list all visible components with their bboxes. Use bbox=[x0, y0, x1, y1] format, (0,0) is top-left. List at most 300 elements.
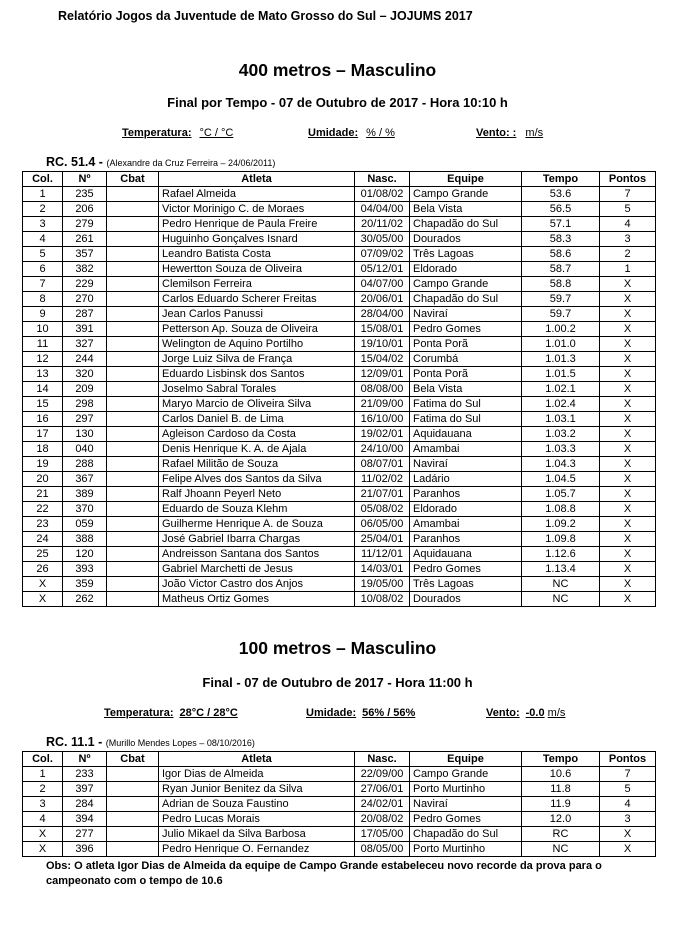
cell-points: X bbox=[600, 382, 656, 397]
cell-points: 5 bbox=[600, 202, 656, 217]
table-row bbox=[23, 812, 656, 827]
cell-cbat bbox=[107, 307, 159, 322]
cell-cbat bbox=[107, 337, 159, 352]
table-row bbox=[23, 262, 656, 277]
cell-birth: 28/04/00 bbox=[355, 307, 410, 322]
temperature-value: °C / °C bbox=[199, 127, 234, 139]
cell-number: 393 bbox=[63, 562, 107, 577]
table-row bbox=[23, 232, 656, 247]
cell-birth: 20/06/01 bbox=[355, 292, 410, 307]
cell-birth: 08/05/00 bbox=[355, 842, 410, 857]
cell-cbat bbox=[107, 322, 159, 337]
cell-col: 11 bbox=[23, 337, 63, 352]
cell-cbat bbox=[107, 382, 159, 397]
cell-cbat bbox=[107, 232, 159, 247]
cell-col: 10 bbox=[23, 322, 63, 337]
cell-points: X bbox=[600, 457, 656, 472]
wind-value: -0.0 bbox=[525, 707, 545, 719]
cell-col: 21 bbox=[23, 487, 63, 502]
cell-birth: 20/11/02 bbox=[355, 217, 410, 232]
temperature-label: Temperatura: bbox=[122, 127, 192, 139]
column-header-birth: Nasc. bbox=[355, 752, 410, 767]
cell-col: 1 bbox=[23, 187, 63, 202]
cell-cbat bbox=[107, 442, 159, 457]
cell-time: 59.7 bbox=[522, 307, 600, 322]
cell-points: X bbox=[600, 397, 656, 412]
table-row bbox=[23, 502, 656, 517]
cell-athlete: Agleison Cardoso da Costa bbox=[159, 427, 355, 442]
cell-col: 22 bbox=[23, 502, 63, 517]
cell-team: Aquidauana bbox=[410, 427, 522, 442]
column-header-birth: Nasc. bbox=[355, 172, 410, 187]
cell-birth: 21/09/00 bbox=[355, 397, 410, 412]
event-400m-subtitle: Final por Tempo - 07 de Outubro de 2017 - Hora 10:10 h bbox=[167, 95, 508, 110]
cell-cbat bbox=[107, 412, 159, 427]
cell-athlete: Maryo Marcio de Oliveira Silva bbox=[159, 397, 355, 412]
cell-points: X bbox=[600, 367, 656, 382]
cell-number: 262 bbox=[63, 592, 107, 607]
cell-points: X bbox=[600, 577, 656, 592]
cell-cbat bbox=[107, 367, 159, 382]
cell-birth: 11/12/01 bbox=[355, 547, 410, 562]
cell-team: Aquidauana bbox=[410, 547, 522, 562]
cell-team: Amambai bbox=[410, 442, 522, 457]
cell-points: X bbox=[600, 427, 656, 442]
table-row bbox=[23, 547, 656, 562]
cell-col: X bbox=[23, 827, 63, 842]
cell-col: 24 bbox=[23, 532, 63, 547]
cell-time: 11.9 bbox=[522, 797, 600, 812]
cell-cbat bbox=[107, 187, 159, 202]
column-header-athlete: Atleta bbox=[159, 172, 355, 187]
table-row bbox=[23, 187, 656, 202]
cell-athlete: Matheus Ortiz Gomes bbox=[159, 592, 355, 607]
cell-cbat bbox=[107, 292, 159, 307]
cell-birth: 01/08/02 bbox=[355, 187, 410, 202]
cell-team: Pedro Gomes bbox=[410, 562, 522, 577]
cell-points: X bbox=[600, 472, 656, 487]
cell-birth: 24/10/00 bbox=[355, 442, 410, 457]
cell-points: 7 bbox=[600, 767, 656, 782]
cell-number: 388 bbox=[63, 532, 107, 547]
cell-points: 3 bbox=[600, 232, 656, 247]
cell-col: 7 bbox=[23, 277, 63, 292]
cell-col: 9 bbox=[23, 307, 63, 322]
table-row bbox=[23, 352, 656, 367]
cell-points: X bbox=[600, 502, 656, 517]
observation-note: Obs: O atleta Igor Dias de Almeida da equipe de Campo Grande estabeleceu novo recorde da prova para o campeonato com o tempo de 10.6 bbox=[46, 860, 602, 887]
cell-team: Dourados bbox=[410, 232, 522, 247]
table-body bbox=[23, 187, 656, 607]
cell-athlete: Joselmo Sabral Torales bbox=[159, 382, 355, 397]
table-row bbox=[23, 322, 656, 337]
cell-col: 12 bbox=[23, 352, 63, 367]
temperature-label: Temperatura: bbox=[104, 707, 174, 719]
cell-time: 1.09.2 bbox=[522, 517, 600, 532]
cell-team: Campo Grande bbox=[410, 187, 522, 202]
cell-number: 229 bbox=[63, 277, 107, 292]
cell-number: 284 bbox=[63, 797, 107, 812]
table-row bbox=[23, 247, 656, 262]
temperature-value: 28°C / 28°C bbox=[179, 707, 238, 719]
cell-points: X bbox=[600, 442, 656, 457]
wind-value bbox=[516, 127, 522, 139]
cell-cbat bbox=[107, 577, 159, 592]
cell-cbat bbox=[107, 247, 159, 262]
cell-time: 1.03.1 bbox=[522, 412, 600, 427]
cell-col: 23 bbox=[23, 517, 63, 532]
column-header-number: Nº bbox=[63, 172, 107, 187]
cell-team: Amambai bbox=[410, 517, 522, 532]
cell-team: Paranhos bbox=[410, 532, 522, 547]
column-header-points: Pontos bbox=[600, 752, 656, 767]
cell-team: Bela Vista bbox=[410, 382, 522, 397]
cell-athlete: Adrian de Souza Faustino bbox=[159, 797, 355, 812]
table-row bbox=[23, 442, 656, 457]
cell-points: 2 bbox=[600, 247, 656, 262]
cell-athlete: Ralf Jhoann Peyerl Neto bbox=[159, 487, 355, 502]
cell-time: 59.7 bbox=[522, 292, 600, 307]
event-400m-title: 400 metros – Masculino bbox=[238, 60, 437, 80]
cell-birth: 17/05/00 bbox=[355, 827, 410, 842]
cell-col: 5 bbox=[23, 247, 63, 262]
cell-number: 059 bbox=[63, 517, 107, 532]
cell-number: 270 bbox=[63, 292, 107, 307]
cell-number: 287 bbox=[63, 307, 107, 322]
cell-points: X bbox=[600, 532, 656, 547]
table-row bbox=[23, 472, 656, 487]
event-400m-results-table bbox=[22, 171, 656, 607]
cell-team: Paranhos bbox=[410, 487, 522, 502]
wind-unit: m/s bbox=[525, 127, 544, 139]
cell-number: 261 bbox=[63, 232, 107, 247]
table-row bbox=[23, 487, 656, 502]
cell-points: 7 bbox=[600, 187, 656, 202]
cell-team: Fatima do Sul bbox=[410, 397, 522, 412]
cell-number: 277 bbox=[63, 827, 107, 842]
cell-number: 320 bbox=[63, 367, 107, 382]
cell-number: 233 bbox=[63, 767, 107, 782]
cell-team: Ladário bbox=[410, 472, 522, 487]
cell-cbat bbox=[107, 457, 159, 472]
cell-birth: 30/05/00 bbox=[355, 232, 410, 247]
cell-team: Ponta Porã bbox=[410, 367, 522, 382]
cell-cbat bbox=[107, 592, 159, 607]
cell-col: X bbox=[23, 842, 63, 857]
cell-birth: 07/09/02 bbox=[355, 247, 410, 262]
cell-time: 1.13.4 bbox=[522, 562, 600, 577]
wind-label: Vento: : bbox=[476, 127, 517, 139]
cell-athlete: Denis Henrique K. A. de Ajala bbox=[159, 442, 355, 457]
cell-time: 1.01.3 bbox=[522, 352, 600, 367]
cell-birth: 19/05/00 bbox=[355, 577, 410, 592]
cell-athlete: Eduardo Lisbinsk dos Santos bbox=[159, 367, 355, 382]
cell-athlete: Jorge Luiz Silva de França bbox=[159, 352, 355, 367]
cell-athlete: Huguinho Gonçalves Isnard bbox=[159, 232, 355, 247]
cell-time: 57.1 bbox=[522, 217, 600, 232]
cell-team: Ponta Porã bbox=[410, 337, 522, 352]
column-header-team: Equipe bbox=[410, 172, 522, 187]
table-row bbox=[23, 592, 656, 607]
cell-time: 56.5 bbox=[522, 202, 600, 217]
table-row bbox=[23, 767, 656, 782]
cell-cbat bbox=[107, 502, 159, 517]
cell-points: X bbox=[600, 277, 656, 292]
cell-time: 58.3 bbox=[522, 232, 600, 247]
cell-number: 244 bbox=[63, 352, 107, 367]
table-row bbox=[23, 202, 656, 217]
cell-number: 297 bbox=[63, 412, 107, 427]
cell-points: X bbox=[600, 292, 656, 307]
cell-athlete: Igor Dias de Almeida bbox=[159, 767, 355, 782]
cell-birth: 15/08/01 bbox=[355, 322, 410, 337]
cell-number: 389 bbox=[63, 487, 107, 502]
cell-birth: 04/07/00 bbox=[355, 277, 410, 292]
cell-col: 16 bbox=[23, 412, 63, 427]
column-header-number: Nº bbox=[63, 752, 107, 767]
cell-cbat bbox=[107, 797, 159, 812]
cell-team: Chapadão do Sul bbox=[410, 827, 522, 842]
event-100m-results-table bbox=[22, 751, 656, 857]
cell-birth: 12/09/01 bbox=[355, 367, 410, 382]
humidity-label: Umidade: bbox=[308, 127, 359, 139]
cell-points: 5 bbox=[600, 782, 656, 797]
event-100m-wind bbox=[486, 707, 565, 719]
cell-team: Naviraí bbox=[410, 797, 522, 812]
cell-team: Eldorado bbox=[410, 262, 522, 277]
cell-birth: 08/07/01 bbox=[355, 457, 410, 472]
table-row bbox=[23, 307, 656, 322]
record-label: RC. 51.4 - bbox=[46, 155, 103, 169]
event-100m-humidity bbox=[306, 707, 415, 719]
table-row bbox=[23, 427, 656, 442]
cell-birth: 14/03/01 bbox=[355, 562, 410, 577]
table-row bbox=[23, 412, 656, 427]
table-body bbox=[23, 767, 656, 857]
cell-number: 391 bbox=[63, 322, 107, 337]
cell-number: 357 bbox=[63, 247, 107, 262]
event-100m-temperature bbox=[104, 707, 238, 719]
cell-athlete: Andreisson Santana dos Santos bbox=[159, 547, 355, 562]
cell-col: 3 bbox=[23, 797, 63, 812]
event-400m-record bbox=[46, 155, 275, 169]
cell-number: 279 bbox=[63, 217, 107, 232]
cell-time: 1.09.8 bbox=[522, 532, 600, 547]
cell-team: Chapadão do Sul bbox=[410, 217, 522, 232]
cell-athlete: Welington de Aquino Portilho bbox=[159, 337, 355, 352]
cell-team: Dourados bbox=[410, 592, 522, 607]
cell-cbat bbox=[107, 202, 159, 217]
cell-time: 1.03.2 bbox=[522, 427, 600, 442]
cell-birth: 05/12/01 bbox=[355, 262, 410, 277]
record-holder: (Murillo Mendes Lopes – 08/10/2016) bbox=[105, 738, 255, 748]
cell-points: X bbox=[600, 307, 656, 322]
cell-cbat bbox=[107, 827, 159, 842]
event-400m-wind bbox=[476, 127, 543, 139]
cell-number: 396 bbox=[63, 842, 107, 857]
cell-points: X bbox=[600, 562, 656, 577]
cell-birth: 16/10/00 bbox=[355, 412, 410, 427]
cell-athlete: Rafael Militão de Souza bbox=[159, 457, 355, 472]
record-label: RC. 11.1 - bbox=[46, 735, 103, 749]
cell-athlete: Carlos Eduardo Scherer Freitas bbox=[159, 292, 355, 307]
cell-points: X bbox=[600, 592, 656, 607]
event-400m-humidity bbox=[308, 127, 395, 139]
table-row bbox=[23, 797, 656, 812]
cell-col: 26 bbox=[23, 562, 63, 577]
cell-team: Naviraí bbox=[410, 307, 522, 322]
cell-athlete: Guilherme Henrique A. de Souza bbox=[159, 517, 355, 532]
cell-time: 1.05.7 bbox=[522, 487, 600, 502]
table-row bbox=[23, 827, 656, 842]
cell-col: 8 bbox=[23, 292, 63, 307]
table-row bbox=[23, 562, 656, 577]
column-header-time: Tempo bbox=[522, 752, 600, 767]
cell-birth: 24/02/01 bbox=[355, 797, 410, 812]
humidity-label: Umidade: bbox=[306, 707, 357, 719]
cell-time: 58.7 bbox=[522, 262, 600, 277]
cell-cbat bbox=[107, 547, 159, 562]
cell-time: 53.6 bbox=[522, 187, 600, 202]
column-header-athlete: Atleta bbox=[159, 752, 355, 767]
cell-cbat bbox=[107, 472, 159, 487]
cell-team: Três Lagoas bbox=[410, 577, 522, 592]
cell-birth: 25/04/01 bbox=[355, 532, 410, 547]
cell-cbat bbox=[107, 217, 159, 232]
cell-col: 20 bbox=[23, 472, 63, 487]
cell-athlete: Pedro Lucas Morais bbox=[159, 812, 355, 827]
cell-athlete: Jean Carlos Panussi bbox=[159, 307, 355, 322]
cell-time: 1.04.3 bbox=[522, 457, 600, 472]
cell-team: Corumbá bbox=[410, 352, 522, 367]
cell-time: 11.8 bbox=[522, 782, 600, 797]
cell-number: 288 bbox=[63, 457, 107, 472]
cell-col: 13 bbox=[23, 367, 63, 382]
cell-athlete: João Victor Castro dos Anjos bbox=[159, 577, 355, 592]
cell-points: 4 bbox=[600, 797, 656, 812]
humidity-value: % / % bbox=[366, 127, 395, 139]
cell-athlete: Rafael Almeida bbox=[159, 187, 355, 202]
table-header-row bbox=[23, 752, 656, 767]
cell-cbat bbox=[107, 782, 159, 797]
cell-athlete: Victor Morinigo C. de Moraes bbox=[159, 202, 355, 217]
cell-number: 394 bbox=[63, 812, 107, 827]
cell-team: Chapadão do Sul bbox=[410, 292, 522, 307]
cell-number: 397 bbox=[63, 782, 107, 797]
cell-time: NC bbox=[522, 842, 600, 857]
cell-time: 58.8 bbox=[522, 277, 600, 292]
cell-cbat bbox=[107, 277, 159, 292]
cell-col: X bbox=[23, 592, 63, 607]
table-row bbox=[23, 217, 656, 232]
cell-team: Naviraí bbox=[410, 457, 522, 472]
cell-time: RC bbox=[522, 827, 600, 842]
cell-athlete: Gabriel Marchetti de Jesus bbox=[159, 562, 355, 577]
cell-athlete: Petterson Ap. Souza de Oliveira bbox=[159, 322, 355, 337]
cell-time: 1.00.2 bbox=[522, 322, 600, 337]
column-header-time: Tempo bbox=[522, 172, 600, 187]
table-header-row bbox=[23, 172, 656, 187]
cell-time: NC bbox=[522, 577, 600, 592]
table-row bbox=[23, 292, 656, 307]
cell-team: Bela Vista bbox=[410, 202, 522, 217]
cell-col: 2 bbox=[23, 782, 63, 797]
cell-team: Campo Grande bbox=[410, 767, 522, 782]
column-header-team: Equipe bbox=[410, 752, 522, 767]
cell-time: 1.02.1 bbox=[522, 382, 600, 397]
cell-cbat bbox=[107, 397, 159, 412]
cell-col: 25 bbox=[23, 547, 63, 562]
cell-points: X bbox=[600, 547, 656, 562]
cell-time: 1.08.8 bbox=[522, 502, 600, 517]
cell-col: 2 bbox=[23, 202, 63, 217]
cell-birth: 06/05/00 bbox=[355, 517, 410, 532]
table-row bbox=[23, 337, 656, 352]
cell-points: X bbox=[600, 517, 656, 532]
cell-time: 1.01.5 bbox=[522, 367, 600, 382]
cell-birth: 08/08/00 bbox=[355, 382, 410, 397]
cell-cbat bbox=[107, 427, 159, 442]
column-header-col: Col. bbox=[23, 752, 63, 767]
cell-team: Campo Grande bbox=[410, 277, 522, 292]
cell-birth: 21/07/01 bbox=[355, 487, 410, 502]
cell-athlete: Hewertton Souza de Oliveira bbox=[159, 262, 355, 277]
cell-team: Três Lagoas bbox=[410, 247, 522, 262]
cell-athlete: Julio Mikael da Silva Barbosa bbox=[159, 827, 355, 842]
table-row bbox=[23, 277, 656, 292]
cell-points: X bbox=[600, 487, 656, 502]
cell-team: Porto Murtinho bbox=[410, 842, 522, 857]
cell-col: 14 bbox=[23, 382, 63, 397]
cell-cbat bbox=[107, 532, 159, 547]
cell-time: 1.12.6 bbox=[522, 547, 600, 562]
cell-points: X bbox=[600, 337, 656, 352]
cell-cbat bbox=[107, 517, 159, 532]
table-row bbox=[23, 397, 656, 412]
cell-col: 6 bbox=[23, 262, 63, 277]
cell-number: 040 bbox=[63, 442, 107, 457]
cell-time: NC bbox=[522, 592, 600, 607]
table-row bbox=[23, 457, 656, 472]
cell-points: 1 bbox=[600, 262, 656, 277]
report-title: Relatório Jogos da Juventude de Mato Grosso do Sul – JOJUMS 2017 bbox=[58, 9, 473, 23]
cell-birth: 15/04/02 bbox=[355, 352, 410, 367]
cell-time: 1.02.4 bbox=[522, 397, 600, 412]
cell-time: 1.04.5 bbox=[522, 472, 600, 487]
table-row bbox=[23, 577, 656, 592]
cell-time: 1.03.3 bbox=[522, 442, 600, 457]
event-100m-title: 100 metros – Masculino bbox=[238, 638, 437, 658]
wind-unit: m/s bbox=[547, 707, 566, 719]
cell-time: 1.01.0 bbox=[522, 337, 600, 352]
cell-col: X bbox=[23, 577, 63, 592]
event-100m-record bbox=[46, 735, 255, 749]
cell-team: Pedro Gomes bbox=[410, 322, 522, 337]
column-header-cbat: Cbat bbox=[107, 752, 159, 767]
cell-athlete: Eduardo de Souza Klehm bbox=[159, 502, 355, 517]
cell-cbat bbox=[107, 352, 159, 367]
cell-athlete: Carlos Daniel B. de Lima bbox=[159, 412, 355, 427]
cell-number: 382 bbox=[63, 262, 107, 277]
cell-athlete: Pedro Henrique O. Fernandez bbox=[159, 842, 355, 857]
table-row bbox=[23, 367, 656, 382]
column-header-cbat: Cbat bbox=[107, 172, 159, 187]
cell-birth: 22/09/00 bbox=[355, 767, 410, 782]
cell-number: 206 bbox=[63, 202, 107, 217]
cell-number: 235 bbox=[63, 187, 107, 202]
event-100m-subtitle: Final - 07 de Outubro de 2017 - Hora 11:00 h bbox=[202, 675, 473, 690]
cell-cbat bbox=[107, 562, 159, 577]
